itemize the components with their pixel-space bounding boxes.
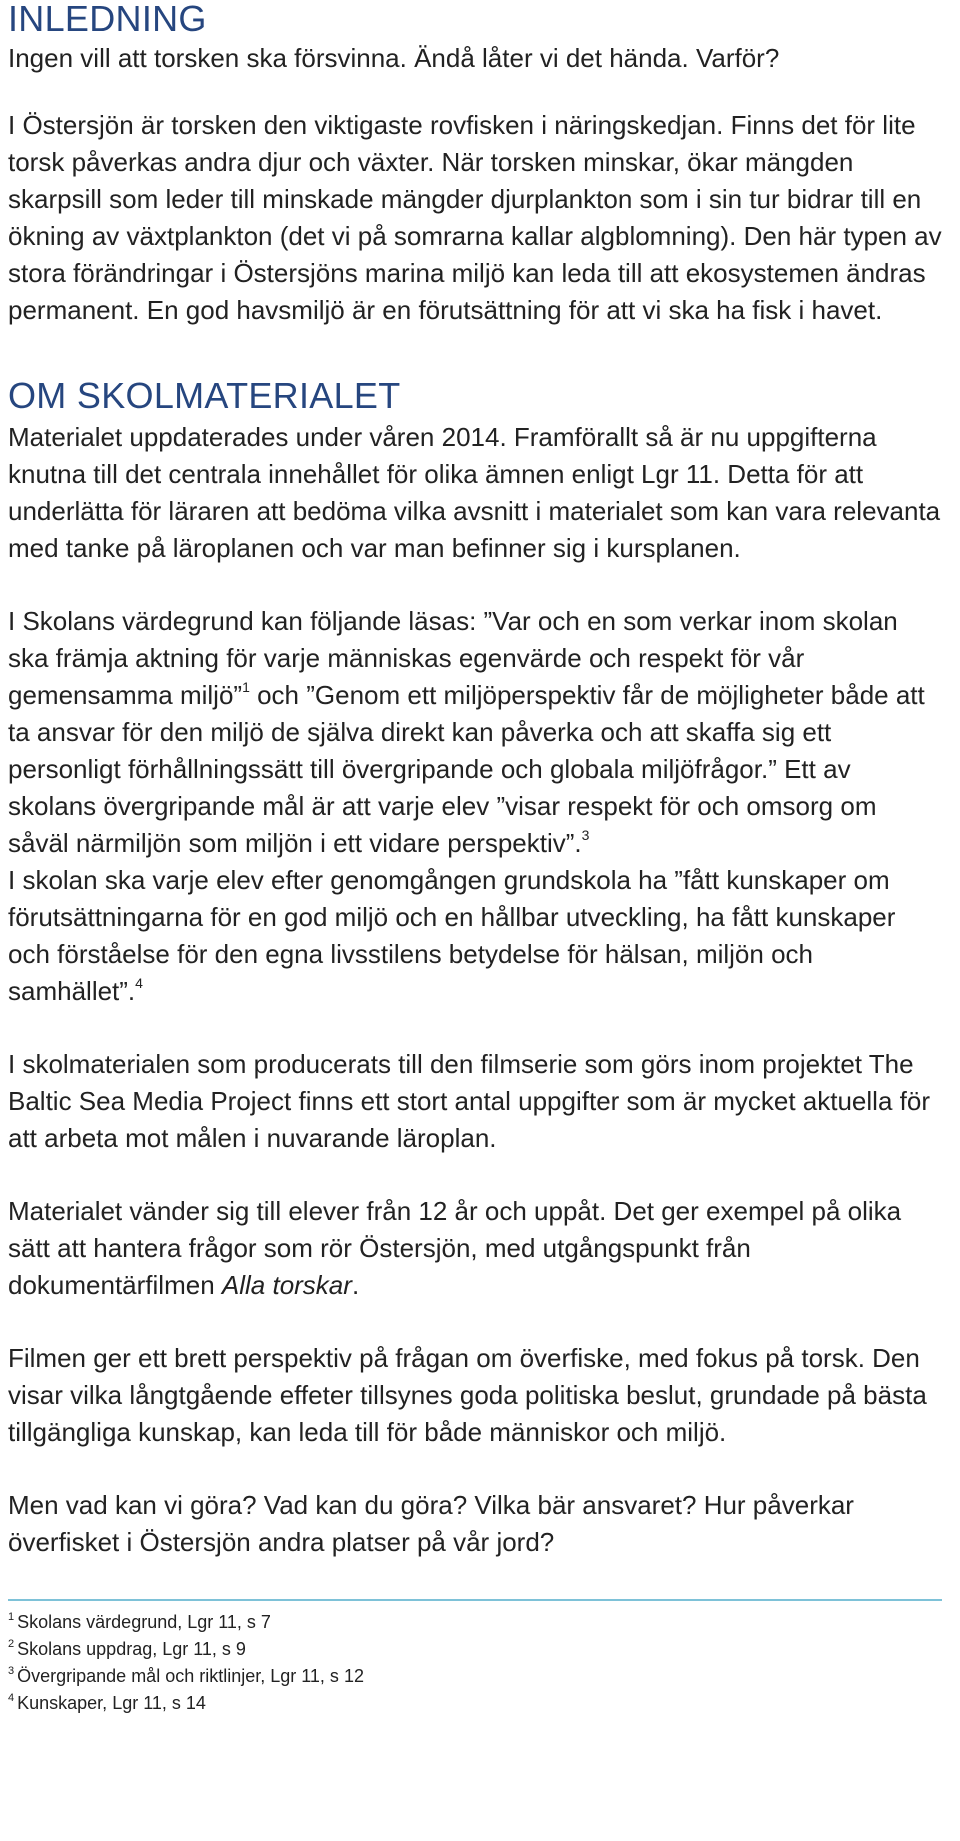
intro-body-paragraph: I Östersjön är torsken den viktigaste rovfisken i näringskedjan. Finns det för lite torsk påverkas andra djur och växter. När torsken minskar, ökar mängden skarpsill som leder till minskade mängder djurplankton som i sin tur bidrar till en ökning av växtplankton (det vi på somrarna kallar algblomning). Den här typen av stora förändringar i Östersjöns marina miljö kan leda till att ekosystemen ändras permanent. En god havsmiljö är en förutsättning för att vi ska ha fisk i havet. xyxy=(8,110,942,325)
intro-lead-paragraph: Ingen vill att torsken ska försvinna. Ändå låter vi det hända. Varför? xyxy=(8,43,780,73)
footnote-text: Skolans värdegrund, Lgr 11, s 7 xyxy=(17,1612,271,1632)
om-paragraph-4 xyxy=(8,1193,942,1304)
p2-text-b: och ”Genom ett miljöperspektiv får de möjligheter både att ta ansvar för den miljö de själva direkt kan påverka och att skaffa sig ett personligt förhållningssätt till övergripande och globala miljöfrågor.” Ett av skolans övergripande mål är att varje elev ”visar respekt för och omsorg om såväl närmiljön som miljön i ett vidare perspektiv”. xyxy=(8,680,925,858)
p2-text-a: I Skolans värdegrund kan följande läsas: ”Var och en som verkar inom skolan ska främja aktning för varje människas egenvärde och respekt för vår gemensamma miljö” xyxy=(8,606,898,710)
footnote-divider xyxy=(8,1599,942,1601)
footnote-text: Övergripande mål och riktlinjer, Lgr 11, s 12 xyxy=(17,1666,364,1686)
footnote-number: 2 xyxy=(8,1638,15,1650)
p2-text-c: I skolan ska varje elev efter genomgången grundskola ha ”fått kunskaper om förutsättningarna för en god miljö och en hållbar utveckling, ha fått kunskaper och förståelse för den egna livsstilens betydelse för hälsan, miljön och samhället”. xyxy=(8,865,896,1006)
footnote-number: 1 xyxy=(8,1611,15,1623)
footnote-ref-4: 4 xyxy=(135,975,143,992)
footnote-2 xyxy=(8,1636,942,1663)
p4-text-b: . xyxy=(351,1270,360,1300)
heading-inledning: INLEDNING xyxy=(8,0,207,39)
footnote-ref-3: 3 xyxy=(581,827,590,844)
om-paragraph-5: Filmen ger ett brett perspektiv på frågan om överfiske, med fokus på torsk. Den visar vilka långtgående effeter tillsynes goda politiska beslut, grundade på bästa tillgängliga kunskap, kan leda till för både människor och miljö. xyxy=(8,1343,927,1447)
footnote-text: Skolans uppdrag, Lgr 11, s 9 xyxy=(17,1639,246,1659)
footnote-ref-1: 1 xyxy=(242,679,250,696)
heading-om-skolmaterialet: OM SKOLMATERIALET xyxy=(8,375,401,416)
footnote-3 xyxy=(8,1663,942,1690)
om-paragraph-2 xyxy=(8,603,942,1010)
om-paragraph-3: I skolmaterialen som producerats till den filmserie som görs inom projektet The Baltic Sea Media Project finns ett stort antal uppgifter som är mycket aktuella för att arbeta mot målen i nuvarande läroplan. xyxy=(8,1049,930,1153)
om-paragraph-1: Materialet uppdaterades under våren 2014. Framförallt så är nu uppgifterna knutna till det centrala innehållet för olika ämnen enligt Lgr 11. Detta för att underlätta för läraren att bedöma vilka avsnitt i materialet som kan vara relevanta med tanke på läroplanen och var man befinner sig i kursplanen. xyxy=(8,422,941,563)
om-paragraph-6: Men vad kan vi göra? Vad kan du göra? Vilka bär ansvaret? Hur påverkar överfisket i Östersjön andra platser på vår jord? xyxy=(8,1490,854,1557)
footnote-text: Kunskaper, Lgr 11, s 14 xyxy=(17,1693,206,1713)
p4-text-a: Materialet vänder sig till elever från 12 år och uppåt. Det ger exempel på olika sätt att hantera frågor som rör Östersjön, med utgångspunkt från dokumentärfilmen xyxy=(8,1196,902,1300)
film-title: Alla torskar xyxy=(221,1270,352,1300)
footnote-4 xyxy=(8,1690,942,1717)
footnotes xyxy=(8,1609,942,1717)
footnote-1 xyxy=(8,1609,942,1636)
footnote-number: 3 xyxy=(8,1665,15,1677)
footnote-number: 4 xyxy=(8,1692,15,1704)
